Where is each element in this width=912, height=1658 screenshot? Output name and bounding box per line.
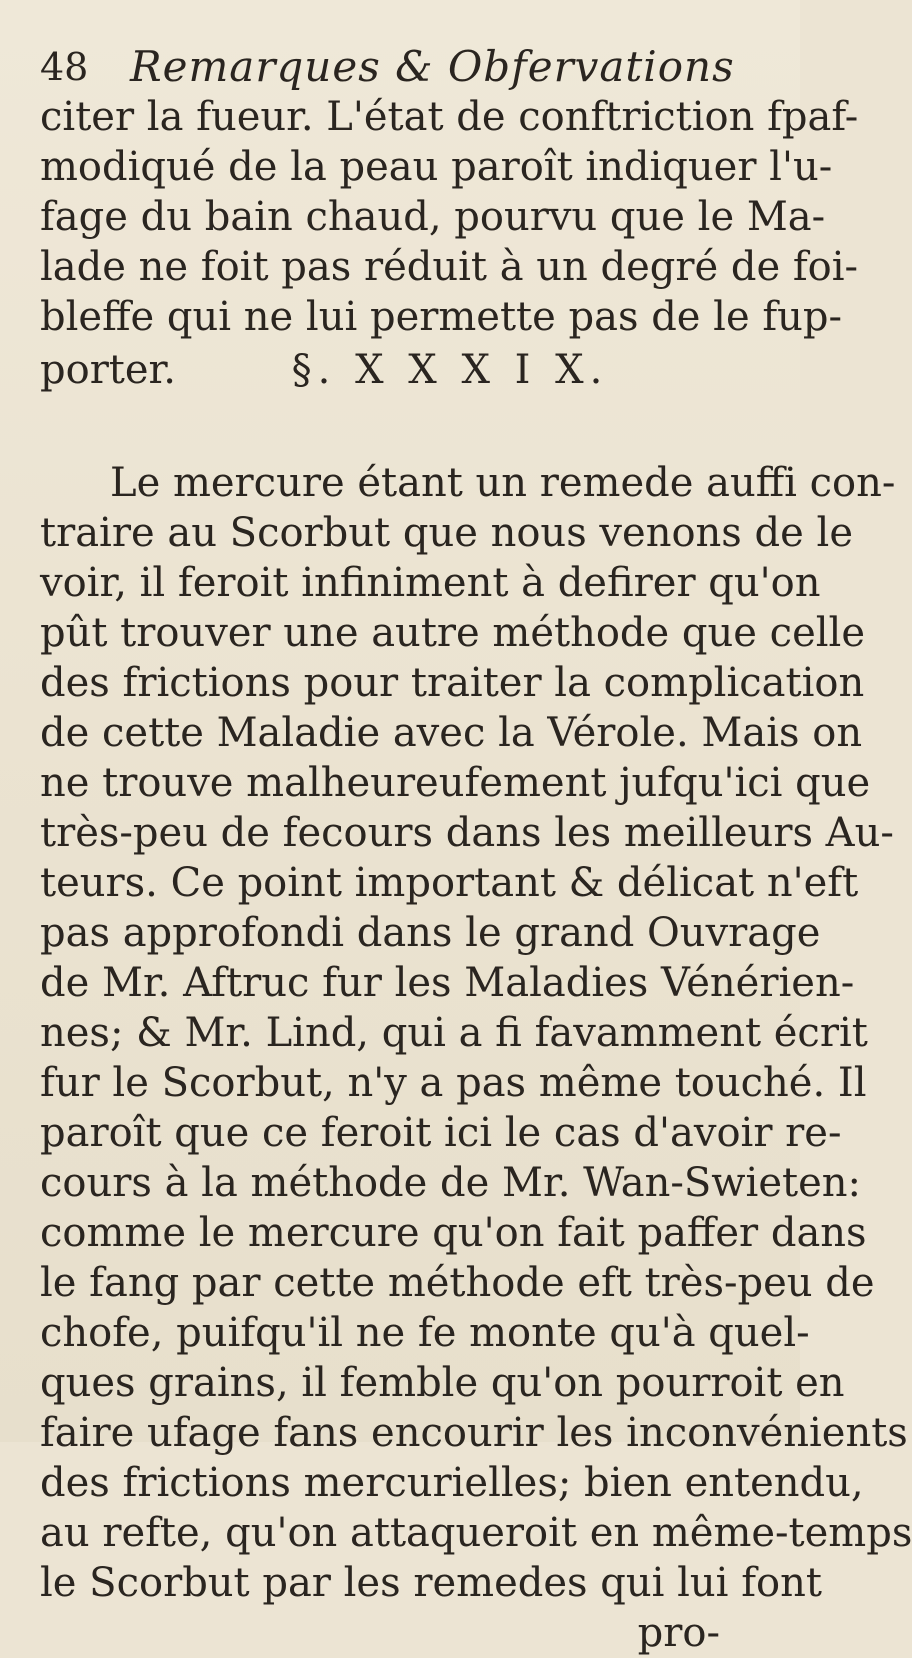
text-line: chofe, puifqu'il ne fe monte qu'à quel- xyxy=(40,1310,810,1356)
text-line: de cette Maladie avec la Vérole. Mais on xyxy=(40,710,863,756)
running-head: Remarques & Obfervations xyxy=(130,42,735,91)
text-line: modiqué de la peau paroît indiquer l'u- xyxy=(40,144,833,190)
text-line: Le mercure étant un remede auffi con- xyxy=(110,460,896,506)
page-header xyxy=(40,42,780,92)
text-line: teurs. Ce point important & délicat n'eft xyxy=(40,860,859,906)
text-line: citer la fueur. L'état de conftriction fpaf- xyxy=(40,94,859,140)
section-heading: §. X X X I X. xyxy=(291,347,609,393)
text-line: comme le mercure qu'on fait paffer dans xyxy=(40,1210,867,1256)
text-line: nes; & Mr. Lind, qui a fi favamment écrit xyxy=(40,1010,868,1056)
text-line: des frictions pour traiter la complication xyxy=(40,660,865,706)
text-line: au refte, qu'on attaqueroit en même-temps xyxy=(40,1510,912,1556)
text-line: pût trouver une autre méthode que celle xyxy=(40,610,865,656)
text-line: ques grains, il femble qu'on pourroit en xyxy=(40,1360,845,1406)
text-line: lade ne foit pas réduit à un degré de foi- xyxy=(40,244,859,290)
body-text xyxy=(40,92,912,1658)
text-line: paroît que ce feroit ici le cas d'avoir re- xyxy=(40,1110,842,1156)
catchword: pro- xyxy=(637,1610,720,1656)
text-line: faire ufage fans encourir les inconvénients xyxy=(40,1410,908,1456)
text-line: le Scorbut par les remedes qui lui font xyxy=(40,1560,822,1606)
text-line: pas approfondi dans le grand Ouvrage xyxy=(40,910,821,956)
text-line: fur le Scorbut, n'y a pas même touché. Il xyxy=(40,1060,867,1106)
text-line: traire au Scorbut que nous venons de le xyxy=(40,510,854,556)
paragraph-2 xyxy=(40,458,912,1608)
text-line: ne trouve malheureufement jufqu'ici que xyxy=(40,760,871,806)
text-line: cours à la méthode de Mr. Wan-Swieten: xyxy=(40,1160,861,1206)
text-line: fage du bain chaud, pourvu que le Ma- xyxy=(40,194,826,240)
text-line: bleffe qui ne lui permette pas de le fup- xyxy=(40,294,843,340)
page-number: 48 xyxy=(40,45,89,89)
text-line: voir, il feroit infiniment à defirer qu'on xyxy=(40,560,821,606)
text-line: le fang par cette méthode eft très-peu de xyxy=(40,1260,875,1306)
text-line: des frictions mercurielles; bien entendu, xyxy=(40,1460,864,1506)
text-line: très-peu de fecours dans les meilleurs Au- xyxy=(40,810,894,856)
text-line: de Mr. Aftruc fur les Maladies Vénérien- xyxy=(40,960,855,1006)
paragraph-1: citer la fueur. L'état de conftriction fpaf- modiqué de la peau paroît indiquer l'u- fage du bain chaud, pourvu que le Ma- lade ne foit pas réduit à un degré de foi- bleffe qui ne lui permette pas de le fup- porter. xyxy=(40,94,859,393)
